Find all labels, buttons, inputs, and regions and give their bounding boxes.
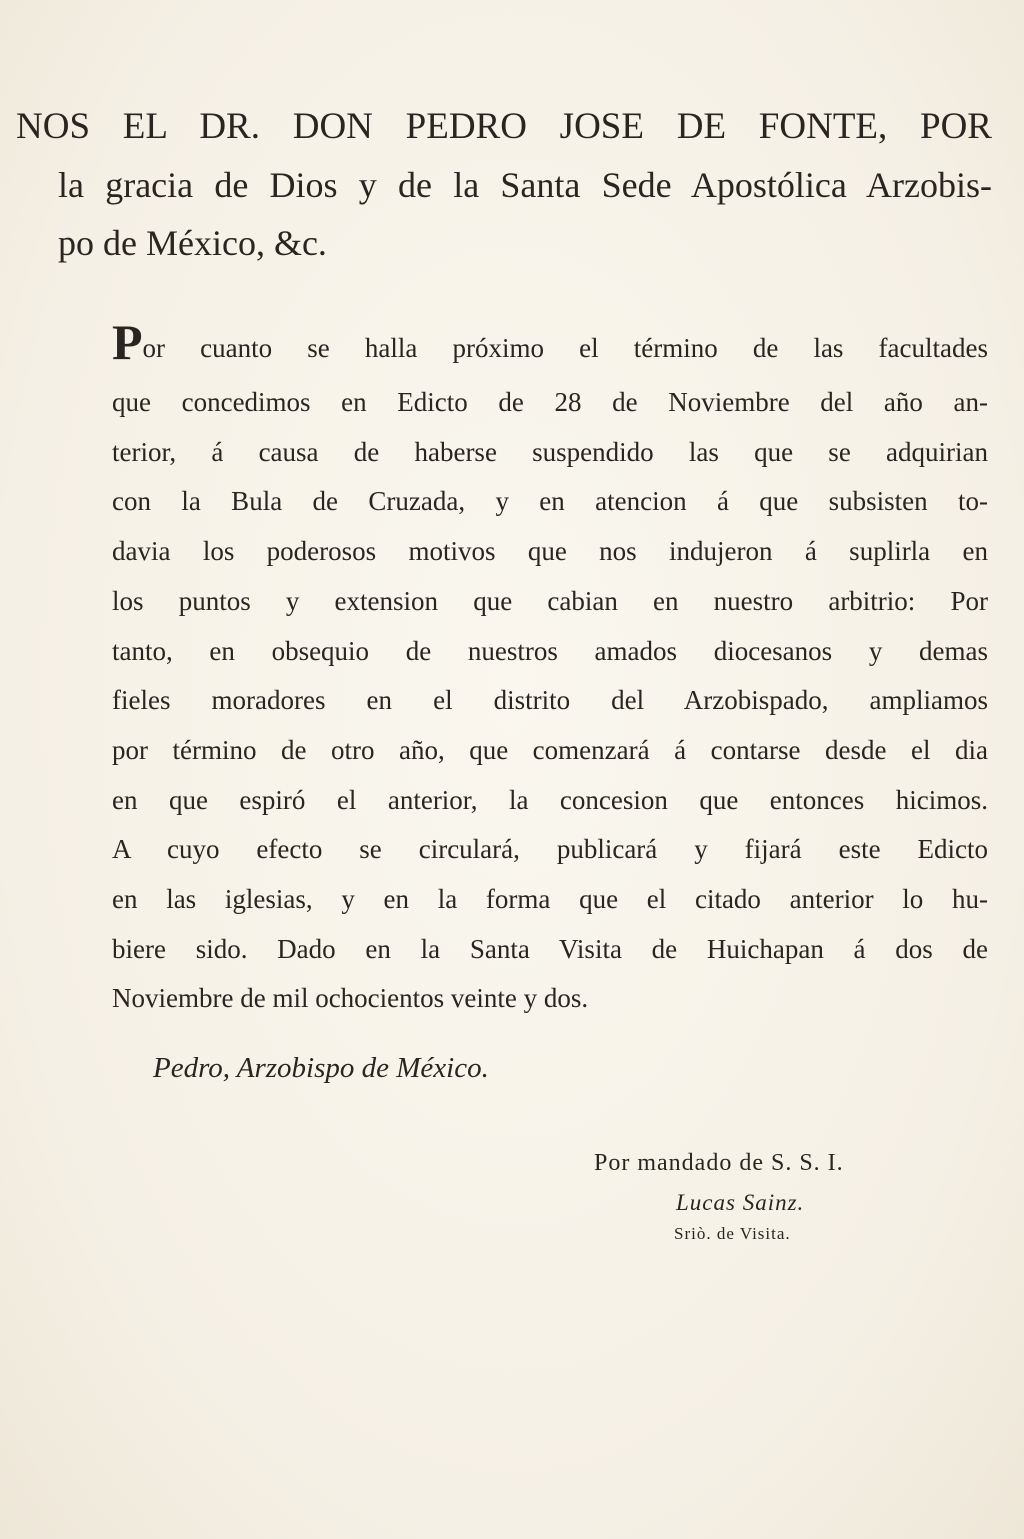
body-line-1-text: or cuanto se halla próximo el término de las facultades [142,333,988,363]
secretary-title: Sriò. de Visita. [674,1224,791,1243]
body-line: con la Bula de Cruzada, y en atencion á que subsisten to- [112,486,988,517]
body-line: terior, á causa de haberse suspendido las que se adquirian [112,436,988,467]
body-line: por término de otro año, que comenzará á contarse desde el dia [112,734,988,765]
body-line: que concedimos en Edicto de 28 de Noviembre del año an- [112,387,988,417]
body-line: tanto, en obsequio de nuestros amados diocesanos y demas [112,635,988,666]
heading-line-1: NOS EL DR. DON PEDRO JOSE DE FONTE, POR [16,106,992,147]
archbishop-signature: Pedro, Arzobispo de México. [153,1052,489,1084]
edict-body [112,314,988,1024]
heading-line-2: la gracia de Dios y de la Santa Sede Apostólica Arzobis- [58,165,992,205]
body-line: los puntos y extension que cabian en nuestro arbitrio: Por [112,585,988,616]
secretary-name: Lucas Sainz. [676,1190,805,1215]
order-line: Por mandado de S. S. I. [594,1150,844,1176]
heading-line-3: po de México, &c. [58,223,327,263]
drop-cap: P [112,314,143,370]
body-line: fieles moradores en el distrito del Arzobispado, ampliamos [112,685,988,716]
body-line-last: Noviembre de mil ochocientos veinte y dos. [112,983,589,1014]
body-line: davia los poderosos motivos que nos indujeron á suplirla en [112,536,988,567]
body-line: en las iglesias, y en la forma que el citado anterior lo hu- [112,884,988,915]
body-line: A cuyo efecto se circulará, publicará y fijará este Edicto [112,834,988,865]
body-line: en que espiró el anterior, la concesion que entonces hicimos. [112,784,988,815]
body-line-1 [112,314,988,378]
body-line: biere sido. Dado en la Santa Visita de Huichapan á dos de [112,933,988,964]
edict-heading [16,98,992,272]
